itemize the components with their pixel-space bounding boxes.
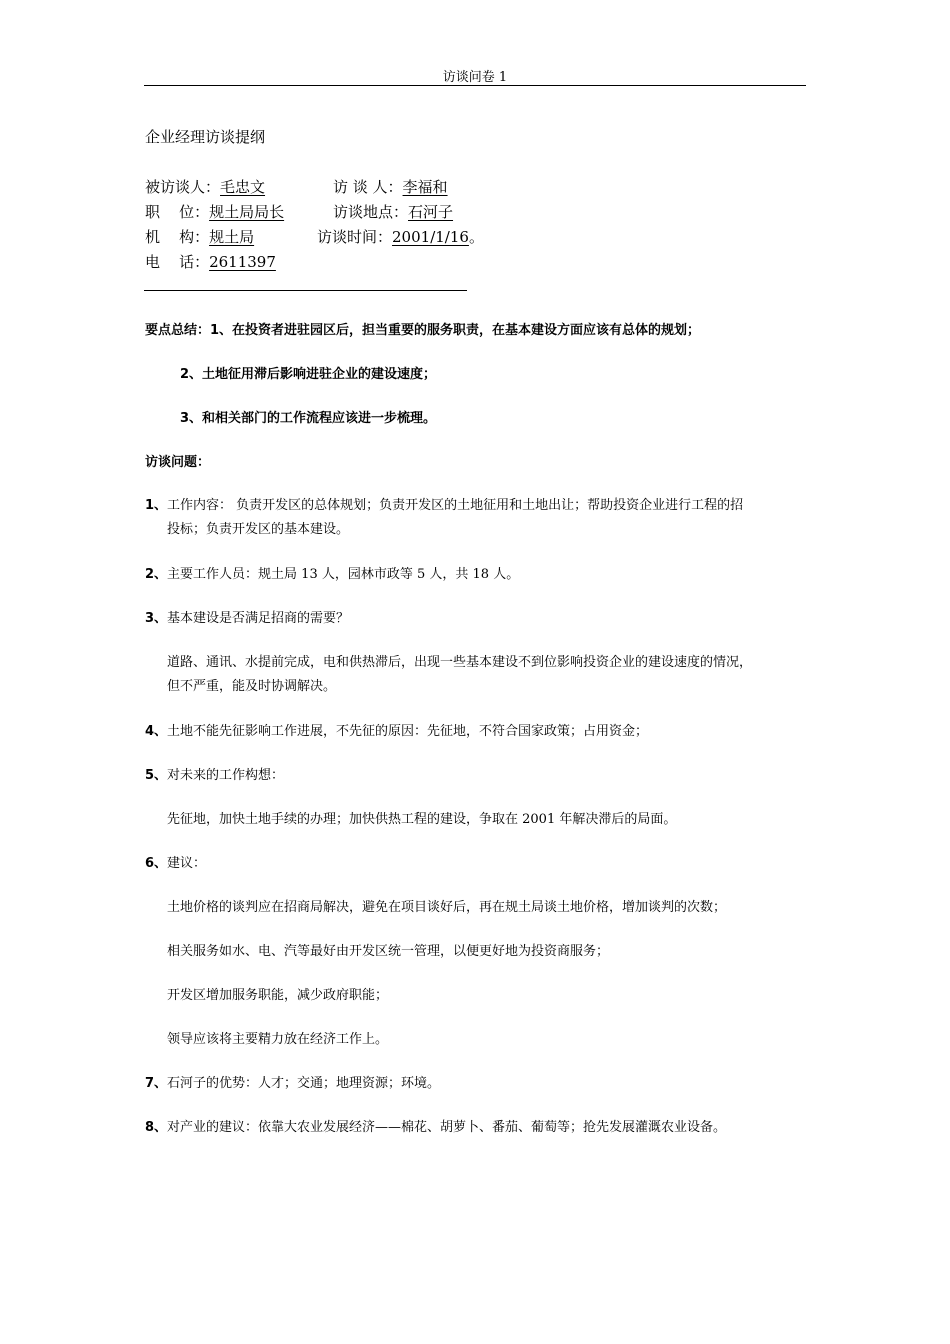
question-7: [145, 1072, 810, 1096]
org-label: 机 构：: [145, 228, 210, 246]
interviewer-value: 李福和: [402, 178, 448, 196]
question-number: 1、: [145, 498, 168, 513]
question-number: 6、: [145, 856, 168, 871]
phone-value: 2611397: [209, 253, 276, 271]
question-text: 建议：: [167, 856, 207, 871]
header-rule: [144, 85, 806, 86]
info-separator: [144, 290, 467, 291]
position-value: 规土局局长: [209, 203, 285, 221]
answer-3: [167, 651, 810, 699]
question-number: 7、: [145, 1076, 168, 1091]
org-row: [145, 227, 254, 247]
question-3: [145, 607, 810, 631]
question-text: 基本建设是否满足招商的需要？: [167, 611, 350, 626]
page-header: 访谈问卷 1: [442, 70, 508, 85]
time-suffix: 。: [468, 228, 484, 246]
answer-5: 先征地，加快土地手续的办理；加快供热工程的建设，争取在 2001 年解决滞后的局面。: [167, 812, 677, 827]
question-number: 8、: [145, 1120, 168, 1135]
time-row: [317, 227, 484, 247]
interviewee-value: 毛忠文: [220, 178, 266, 196]
questions-heading: 访谈问题：: [145, 455, 211, 470]
interviewee-label: 被访谈人：: [145, 178, 221, 196]
suggestion-item: 领导应该将主要精力放在经济工作上。: [167, 1032, 389, 1047]
question-text: 对未来的工作构想：: [167, 768, 285, 783]
question-text: 对产业的建议：依靠大农业发展经济——棉花、胡萝卜、番茄、葡萄等；抢先发展灌溉农业设备。: [167, 1120, 727, 1135]
suggestion-item: 开发区增加服务职能，减少政府职能；: [167, 988, 389, 1003]
question-2: [145, 563, 810, 587]
interviewer-row: [333, 177, 448, 197]
question-5: [145, 764, 810, 788]
suggestion-item: 土地价格的谈判应在招商局解决，避免在项目谈好后，再在规土局谈土地价格，增加谈判的次数；: [167, 900, 727, 915]
location-row: [333, 202, 453, 222]
position-label: 职 位：: [145, 203, 210, 221]
answer-text-continued: 但不严重，能及时协调解决。: [167, 679, 337, 694]
question-text-continued: 投标；负责开发区的基本建设。: [167, 522, 350, 537]
summary-point-3: 3、和相关部门的工作流程应该进一步梳理。: [180, 411, 437, 426]
summary-point-1: 要点总结：1、在投资者进驻园区后，担当重要的服务职责，在基本建设方面应该有总体的规划；: [145, 323, 701, 338]
time-value: 2001/1/16: [392, 228, 469, 246]
question-1: [145, 494, 810, 542]
question-text: 石河子的优势：人才；交通；地理资源；环境。: [167, 1076, 441, 1091]
interviewee-row: [145, 177, 265, 197]
summary-point-2: 2、土地征用滞后影响进驻企业的建设速度；: [180, 367, 437, 382]
answer-text: 道路、通讯、水提前完成，电和供热滞后，出现一些基本建设不到位影响投资企业的建设速度的情况，: [167, 655, 753, 670]
org-value: 规土局: [209, 228, 255, 246]
location-label: 访谈地点：: [333, 203, 409, 221]
document-title: 企业经理访谈提纲: [145, 128, 266, 146]
position-row: [145, 202, 284, 222]
question-6: [145, 852, 810, 876]
question-4: [145, 720, 810, 744]
question-text: 主要工作人员：规土局 13 人，园林市政等 5 人，共 18 人。: [167, 567, 520, 582]
question-number: 3、: [145, 611, 168, 626]
phone-label: 电 话：: [145, 253, 210, 271]
question-number: 5、: [145, 768, 168, 783]
suggestion-item: 相关服务如水、电、汽等最好由开发区统一管理，以便更好地为投资商服务；: [167, 944, 610, 959]
question-8: [145, 1116, 810, 1140]
phone-row: [145, 252, 276, 272]
interviewer-label: 访 谈 人：: [333, 178, 403, 196]
question-number: 4、: [145, 724, 168, 739]
time-label: 访谈时间：: [317, 228, 393, 246]
question-text: 土地不能先征影响工作进展，不先征的原因：先征地，不符合国家政策；占用资金；: [167, 724, 649, 739]
question-text: 工作内容： 负责开发区的总体规划；负责开发区的土地征用和土地出让；帮助投资企业进行工程的招: [167, 498, 744, 513]
location-value: 石河子: [408, 203, 454, 221]
question-number: 2、: [145, 567, 168, 582]
